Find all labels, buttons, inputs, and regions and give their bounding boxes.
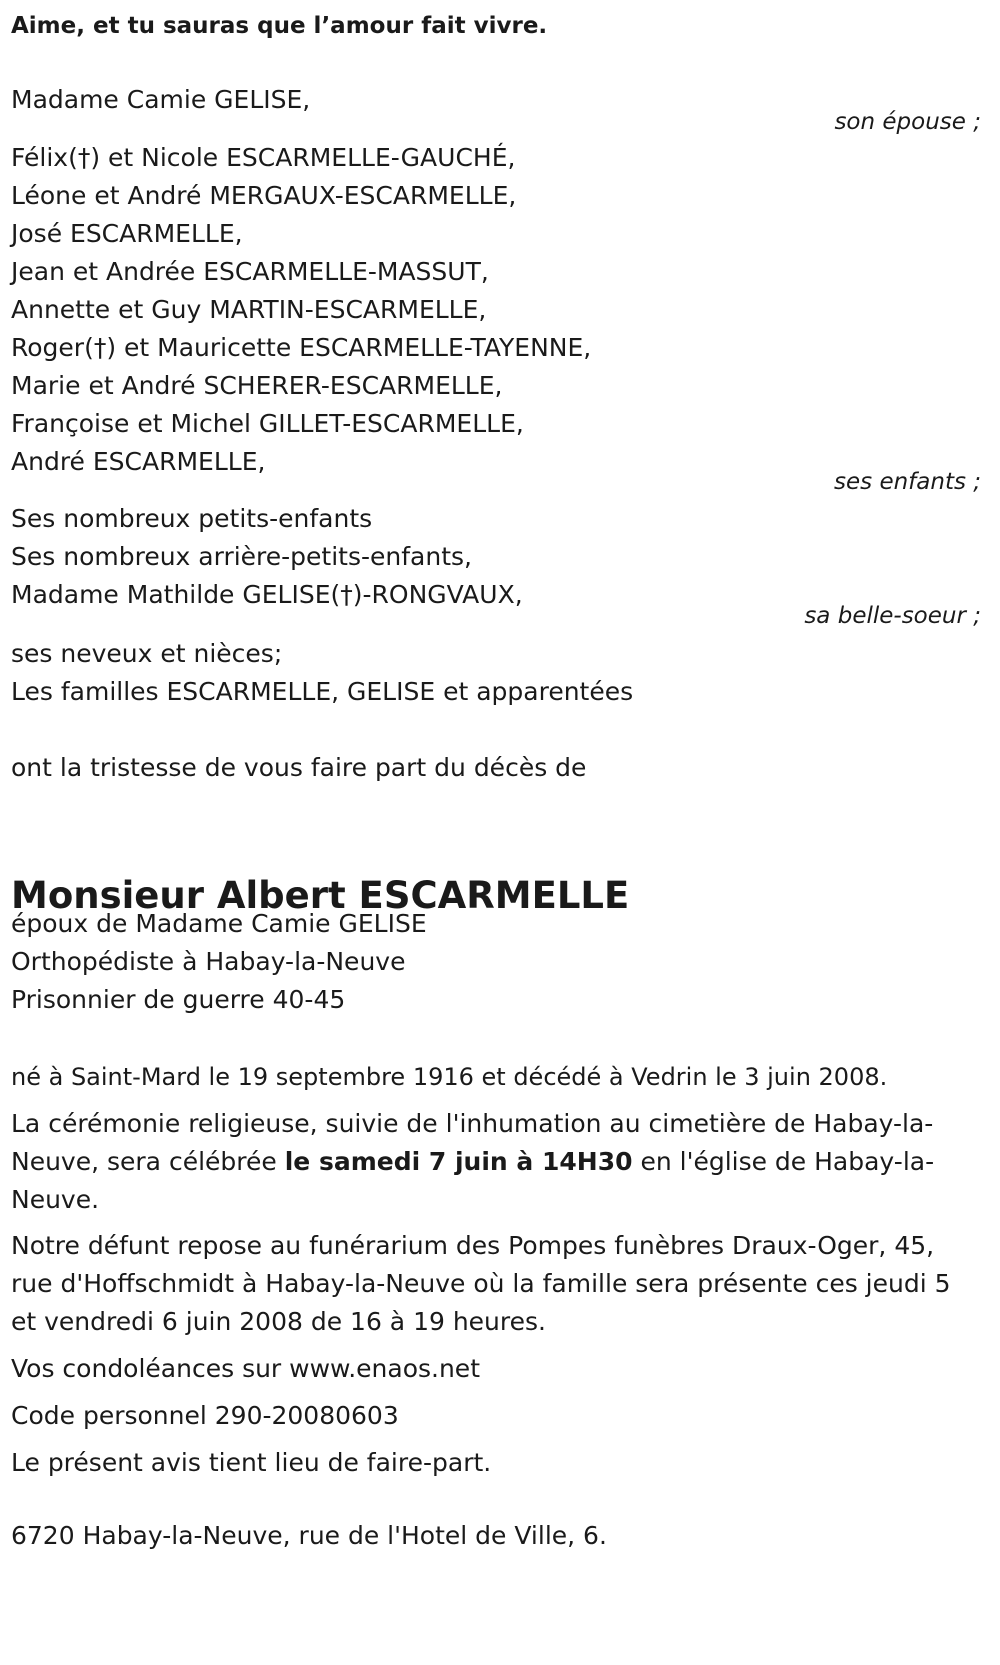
ceremony-date-time: le samedi 7 juin à 14H30	[284, 1147, 633, 1176]
grandchildren-block	[11, 500, 523, 614]
ceremony-text-before: La cérémonie religieuse, suivie de l'inhumation au cimetière de Habay-la-Neuve, sera célébrée	[11, 1109, 934, 1176]
child-line: José ESCARMELLE,	[11, 219, 243, 248]
detail-line: Orthopédiste à Habay-la-Neuve	[11, 947, 406, 976]
child-line: Marie et André SCHERER-ESCARMELLE,	[11, 371, 503, 400]
others-line: ses neveux et nièces;	[11, 639, 283, 668]
detail-line: Prisonnier de guerre 40-45	[11, 985, 346, 1014]
others-block	[11, 635, 633, 711]
ceremony-text-after: en l'église de Habay-la-Neuve.	[11, 1147, 935, 1214]
spouse-role: son épouse ;	[834, 109, 981, 135]
announcement-block	[11, 748, 586, 788]
deceased-name: Monsieur Albert ESCARMELLE	[11, 874, 630, 917]
grandchildren-line: Ses nombreux petits-enfants	[11, 504, 373, 533]
announcement-text: ont la tristesse de vous faire part du décès de	[11, 753, 587, 782]
details-block	[11, 905, 427, 1019]
address-block	[11, 1516, 607, 1556]
notice-text: Le présent avis tient lieu de faire-part.	[11, 1448, 492, 1477]
grandchildren-line: Madame Mathilde GELISE(†)-RONGVAUX,	[11, 580, 523, 609]
child-line: Léone et André MERGAUX-ESCARMELLE,	[11, 181, 517, 210]
spouse-block	[11, 80, 310, 120]
personal-code: Code personnel 290-20080603	[11, 1401, 399, 1430]
child-line: Jean et Andrée ESCARMELLE-MASSUT,	[11, 257, 489, 286]
detail-line: époux de Madame Camie GELISE	[11, 909, 427, 938]
motto: Aime, et tu sauras que l’amour fait vivre.	[11, 13, 548, 39]
sister-in-law-role: sa belle-soeur ;	[804, 603, 981, 629]
spouse-name: Madame Camie GELISE,	[11, 85, 311, 114]
child-line: Françoise et Michel GILLET-ESCARMELLE,	[11, 409, 524, 438]
children-block	[11, 139, 591, 481]
child-line: Roger(†) et Mauricette ESCARMELLE-TAYENNE,	[11, 333, 592, 362]
child-line: Félix(†) et Nicole ESCARMELLE-GAUCHÉ,	[11, 143, 516, 172]
ceremony-text	[11, 1105, 976, 1219]
child-line: André ESCARMELLE,	[11, 447, 266, 476]
birth-death-text: né à Saint-Mard le 19 septembre 1916 et décédé à Vedrin le 3 juin 2008.	[11, 1063, 888, 1091]
info-block	[11, 1057, 976, 1483]
condolences-text: Vos condoléances sur www.enaos.net	[11, 1354, 480, 1383]
grandchildren-line: Ses nombreux arrière-petits-enfants,	[11, 542, 472, 571]
child-line: Annette et Guy MARTIN-ESCARMELLE,	[11, 295, 487, 324]
others-line: Les familles ESCARMELLE, GELISE et apparentées	[11, 677, 634, 706]
address-text: 6720 Habay-la-Neuve, rue de l'Hotel de Ville, 6.	[11, 1521, 607, 1550]
funerarium-text: Notre défunt repose au funérarium des Pompes funèbres Draux-Oger, 45, rue d'Hoffschmidt à Habay-la-Neuve où la famille sera présente ces jeudi 5 et vendredi 6 juin 2008 de 16 à 19 heures.	[11, 1231, 951, 1336]
children-role: ses enfants ;	[834, 469, 981, 495]
